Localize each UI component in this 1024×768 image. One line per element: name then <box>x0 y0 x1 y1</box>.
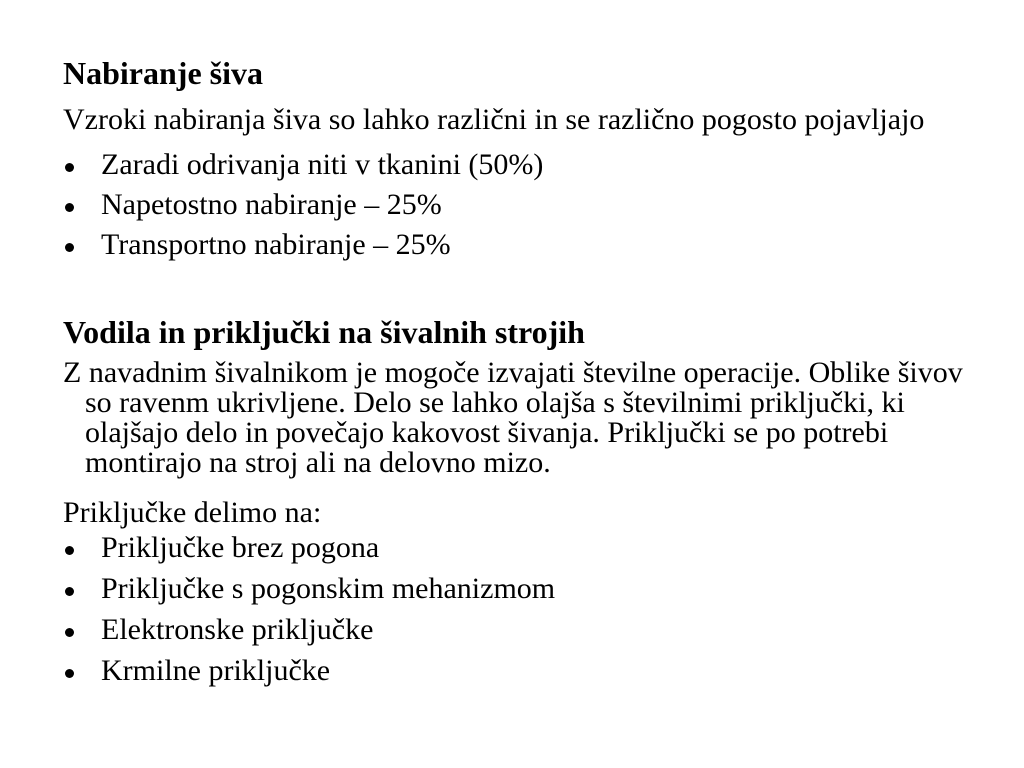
bullet-item-text: Krmilne priključke <box>101 654 331 687</box>
bullet-icon <box>65 203 74 212</box>
bullet-item-text: Elektronske priključke <box>101 613 374 646</box>
bullet-item-text: Napetostno nabiranje – 25% <box>101 188 442 221</box>
bullet-item-text: Priključke s pogonskim mehanizmom <box>101 572 556 605</box>
bullet-item <box>63 230 964 260</box>
bullet-item-text: Zaradi odrivanja niti v tkanini (50%) <box>101 148 544 181</box>
section1-bullet-list <box>63 150 964 260</box>
bullet-item-text: Transportno nabiranje – 25% <box>101 228 451 261</box>
section2-bullet-list <box>63 533 964 686</box>
bullet-icon <box>65 243 74 252</box>
section1-title: Nabiranje šiva <box>63 55 263 91</box>
bullet-icon <box>65 669 74 678</box>
section2-title: Vodila in priključki na šivalnih strojih <box>63 314 585 350</box>
bullet-icon <box>65 587 74 596</box>
bullet-icon <box>65 546 74 555</box>
section1-intro-paragraph: Vzroki nabiranja šiva so lahko različni in se različno pogosto pojavljajo <box>63 103 925 136</box>
bullet-item <box>63 615 964 645</box>
bullet-item <box>63 574 964 604</box>
section2-paragraph: Z navadnim šivalnikom je mogoče izvajati številne operacije. Oblike šivov so ravenm ukrivljene. Delo se lahko olajša s številnimi priključki, ki olajšajo delo in povečajo kakovost šivanja. Priključki se po potrebi montirajo na stroj ali na delovno mizo. <box>63 356 963 479</box>
bullet-icon <box>65 628 74 637</box>
bullet-icon <box>65 163 74 172</box>
bullet-item <box>63 190 964 220</box>
bullet-item <box>63 656 964 686</box>
section2-list-intro: Priključke delimo na: <box>63 496 322 529</box>
bullet-item <box>63 150 964 180</box>
bullet-item-text: Priključke brez pogona <box>101 531 380 564</box>
bullet-item <box>63 533 964 563</box>
